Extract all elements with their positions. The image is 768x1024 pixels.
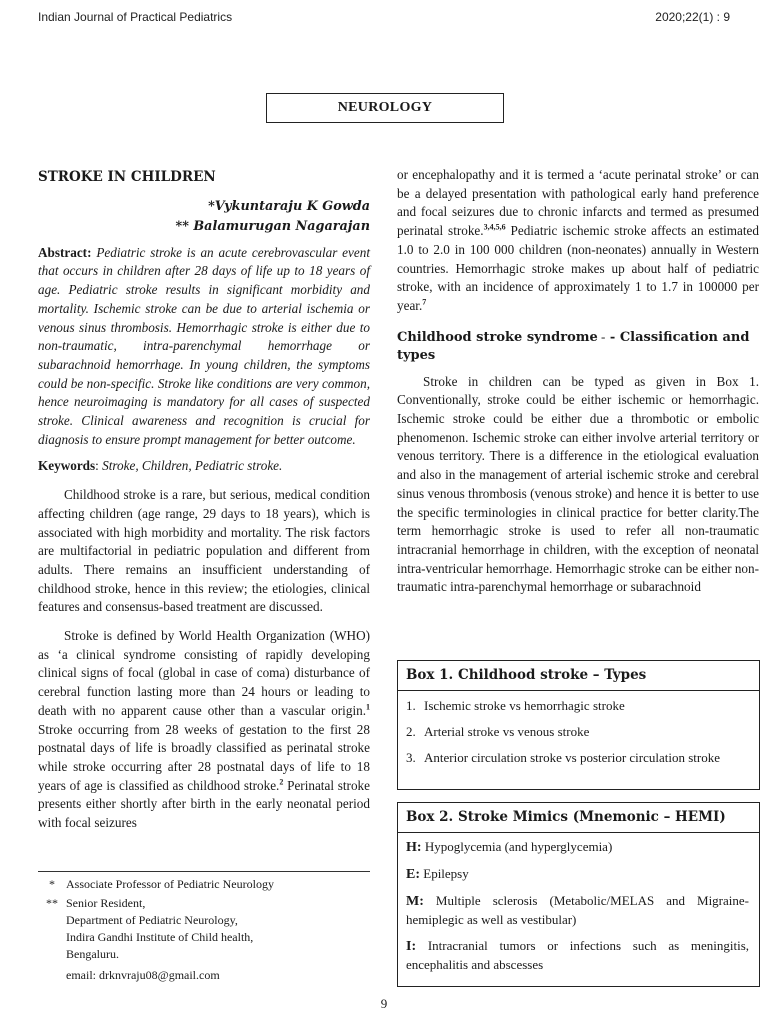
box-1-list	[398, 691, 759, 767]
list-item	[406, 865, 749, 884]
subheading-dash: -	[597, 328, 606, 344]
footnote-email: email: drknvraju08@gmail.com	[66, 968, 220, 982]
list-item-text: Anterior circulation stroke vs posterior circulation stroke	[424, 750, 721, 765]
box-1-title: Box 1. Childhood stroke – Types	[398, 661, 759, 691]
mnemonic-text: Hypoglycemia (and hyperglycemia)	[421, 839, 613, 854]
page-number: 9	[380, 996, 388, 1011]
list-item-number: 2.	[406, 724, 416, 739]
list-item-text: Arterial stroke vs venous stroke	[424, 724, 590, 739]
list-item	[406, 838, 749, 857]
footnote-mark-1: *	[49, 877, 55, 891]
mnemonic-letter: H:	[406, 840, 422, 855]
right-column	[397, 166, 759, 597]
list-item	[406, 749, 749, 767]
body-paragraph-2	[38, 627, 370, 833]
mnemonic-letter: I:	[406, 939, 417, 954]
footnote-1	[38, 876, 370, 893]
list-item	[406, 723, 749, 741]
footnotes	[38, 876, 370, 984]
keywords: Keywords: Stroke, Children, Pediatric stroke.	[38, 458, 283, 474]
author-2: ** Balamurugan Nagarajan	[175, 218, 370, 234]
keywords-label: Keywords	[38, 458, 96, 474]
box-2-title: Box 2. Stroke Mimics (Mnemonic – HEMI)	[398, 803, 759, 833]
box-2	[397, 802, 760, 987]
mnemonic-letter: M:	[406, 894, 424, 909]
abstract-text: Pediatric stroke is an acute cerebrovascular event that occurs in children after 28 days of life up to 18 years of age. Pediatric stroke results in significant morbidity and mortality. Ischemic stroke can be due to arterial ischemia or venous sinus thrombosis. Hemorrhagic stroke is either due to non-traumatic, intra-parenchymal hemorrhage or subarachnoid hemorrhage. In young children, the symptoms could be non-specific. Stroke like conditions are very common, hence neuroimaging is mandatory for all cases of suspected stroke. Clinical awareness and recognition is crucial for diagnosis to ensure prompt management for better outcome.	[38, 244, 370, 447]
section-label: NEUROLOGY	[337, 100, 433, 115]
running-header-journal: Indian Journal of Practical Pediatrics	[38, 10, 233, 24]
right-para1-part-b: Pediatric ischemic stroke affects an estimated 1.0 to 2.0 in 100 000 children (non-neonates) annually in Western countries. Hemorrhagic stroke makes up about half of pediatric stroke, with an incidence of approximately 1 to 1.7 in 100000 per year.	[397, 223, 760, 313]
footnote-mark-2: **	[46, 896, 58, 910]
subheading-classification	[397, 328, 759, 365]
subheading-part-b: - Classification and types	[397, 329, 750, 363]
abstract-label: Abstract:	[38, 244, 92, 260]
author-1: *Vykuntaraju K Gowda	[208, 198, 370, 214]
footnote-2	[38, 895, 370, 984]
right-paragraph-1	[397, 166, 759, 316]
para2-part-b: Stroke occurring from 28 weeks of gestation to the first 28 postnatal days of life is broadly classified as perinatal stroke while stroke occurring after 28 postnatal days of life to 18 years of age is classified as childhood stroke.	[38, 721, 370, 793]
para2-part-c: Perinatal stroke presents either shortly after birth in the early neonatal period with focal seizures	[38, 777, 370, 831]
list-item	[406, 697, 749, 715]
list-item	[406, 937, 749, 974]
footnote-2-line-c: Indira Gandhi Institute of Child health,	[66, 930, 254, 944]
ref-4: 7	[422, 297, 427, 307]
keywords-text: Stroke, Children, Pediatric stroke.	[102, 458, 283, 474]
list-item	[406, 892, 749, 929]
ref-1: 1	[366, 702, 370, 712]
abstract	[38, 244, 370, 450]
box-2-list	[398, 833, 759, 974]
footnote-2-line-b: Department of Pediatric Neurology,	[66, 913, 238, 927]
mnemonic-text: Epilepsy	[420, 866, 469, 881]
ref-3: 3,4,5,6	[483, 222, 506, 232]
running-header-issue: 2020;22(1) : 9	[655, 10, 730, 24]
mnemonic-text: Intracranial tumors or infections such as meningitis, encephalitis and abscesses	[406, 938, 749, 972]
ref-2: 2	[279, 777, 284, 787]
para2-part-a: Stroke is defined by World Health Organization (WHO) as ‘a clinical syndrome consisting of rapidly developing clinical signs of focal (global in case of coma) disturbance of cerebral function lasting more than 24 hours or leading to death with no apparent cause other than a vascular origin.	[38, 628, 370, 718]
right-para1-part-a: or encephalopathy and it is termed a ‘acute perinatal stroke’ or can be a delayed presentation with pathological early hand preference and focal seizures due to chronic infarcts and termed as presumed perinatal stroke.	[397, 167, 759, 239]
article-title: STROKE IN CHILDREN	[38, 169, 216, 185]
mnemonic-text: Multiple sclerosis (Metabolic/MELAS and Migraine- hemiplegic as well as vestibular)	[406, 893, 749, 927]
list-item-number: 3.	[406, 750, 416, 765]
list-item-number: 1.	[406, 698, 416, 713]
right-paragraph-2: Stroke in children can be typed as given in Box 1. Conventionally, stroke could be either ischemic or hemorrhagic. Ischemic stroke could be either due a thrombotic or embolic phenomenon. Ischemic stroke can either involve arterial territory or venous territory. There is a difference in the etiological evaluation and also in the management of arterial ischemic stroke and cerebral sinus venous thrombosis (venous stroke) and hence it is better to use the specific terminologies in clinical practice for better clarity.The term hemorrhagic stroke is used to refer all non-traumatic intracranial hemorrhage in children, with the exception of neonatal intra-ventricular hemorrhage. Hemorrhagic stroke can be either non-traumatic intra-parenchymal hemorrhage or subarachnoid	[397, 373, 759, 595]
section-label-box	[266, 93, 504, 123]
left-column	[38, 166, 370, 833]
footnote-2-line-d: Bengaluru.	[66, 947, 119, 961]
mnemonic-letter: E:	[406, 867, 420, 882]
footnote-text-1: Associate Professor of Pediatric Neurology	[66, 877, 274, 891]
subheading-part-a: Childhood stroke syndrome	[397, 329, 598, 345]
footnote-text-2	[66, 895, 370, 984]
box-1	[397, 660, 760, 790]
footnote-2-line-a: Senior Resident,	[66, 896, 146, 910]
list-item-text: Ischemic stroke vs hemorrhagic stroke	[424, 698, 625, 713]
footnote-rule	[38, 871, 370, 872]
body-paragraph-1: Childhood stroke is a rare, but serious, medical condition affecting children (age range, 29 days to 18 years), which is associated with high morbidity and mortality. The risk factors are multifactorial in pediatric population and different from adults. There remains an insufficient understanding of childhood stroke, hence in this review; the etiologies, clinical features and consensus-based treatment are discussed.	[38, 487, 370, 615]
